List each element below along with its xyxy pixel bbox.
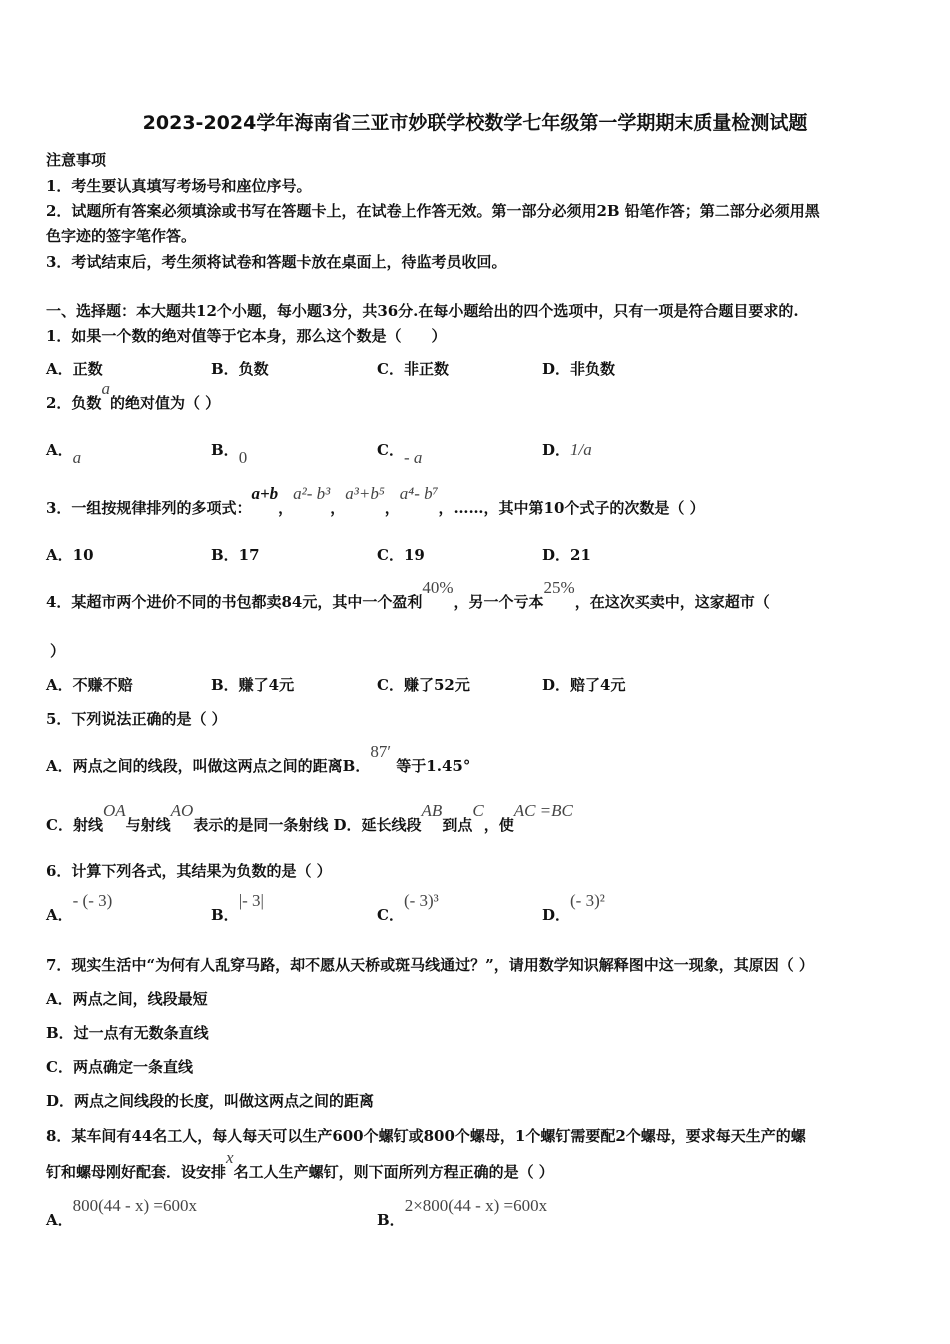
- option: A．不赚不赔: [46, 676, 133, 694]
- math: a³+b⁵: [345, 484, 385, 503]
- math: OA: [102, 801, 126, 820]
- math: 25%: [543, 578, 575, 597]
- option-label: A．: [46, 441, 73, 459]
- math: AC =BC: [513, 801, 573, 820]
- question-1: 1．如果一个数的绝对值等于它本身，那么这个数是（ ）: [46, 327, 447, 345]
- option: [542, 891, 605, 925]
- math: |- 3|: [238, 891, 264, 910]
- option-label: B．: [211, 441, 239, 459]
- option: D．21: [542, 546, 591, 564]
- question-6: 6．计算下列各式，其结果为负数的是（ ）: [46, 862, 332, 880]
- q2-text: 的绝对值为（ ）: [109, 394, 221, 412]
- math: a⁴- b⁷: [399, 484, 439, 503]
- option-text: ，使: [483, 816, 514, 834]
- option: B．赚了4元: [211, 676, 295, 694]
- math: 800(44 - x) =600x: [72, 1196, 197, 1215]
- q8-text: 名工人生产螺钉，则下面所列方程正确的是（ ）: [233, 1163, 554, 1181]
- question-2: [46, 379, 221, 413]
- option-label: B．: [377, 1211, 405, 1229]
- option: [377, 891, 439, 925]
- question-8: 8．某车间有44名工人，每人每天可以生产600个螺钉或800个螺母，1个螺钉需要配2个螺母，要求每天生产的螺: [46, 1127, 806, 1145]
- option: [46, 1196, 197, 1230]
- question-5: 5．下列说法正确的是（ ）: [46, 710, 227, 728]
- option: D．赔了4元: [542, 676, 626, 694]
- option: [46, 440, 82, 467]
- math: (- 3)²: [570, 891, 605, 910]
- option: [377, 1196, 548, 1230]
- question-3: 3．一组按规律排列的多项式：a+b，a²- b³，a³+b⁵，a⁴- b⁷，……，其中第10个式子的次数是（ ）: [46, 484, 705, 517]
- option: C．19: [377, 546, 425, 564]
- page-title: 2023-2024学年海南省三亚市妙联学校数学七年级第一学期期末质量检测试题: [142, 112, 808, 134]
- notice-item: 1．考生要认真填写考场号和座位序号。: [46, 177, 312, 195]
- question-7: 7．现实生活中“为何有人乱穿马路，却不愿从天桥或斑马线通过？”，请用数学知识解释图中这一现象，其原因（ ）: [46, 956, 814, 974]
- option-text: 等于1.45°: [396, 757, 471, 775]
- option-label: A．: [46, 906, 73, 924]
- option: [542, 440, 592, 460]
- option-text: 与射线: [125, 816, 171, 834]
- option: B．17: [211, 546, 260, 564]
- math: - (- 3): [72, 891, 113, 910]
- option: C．赚了52元: [377, 676, 470, 694]
- notice-item: 3．考试结束后，考生须将试卷和答题卡放在桌面上，待监考员收回。: [46, 253, 507, 271]
- q2-text: 2．负数: [46, 394, 102, 412]
- section-heading: 一、选择题：本大题共12个小题，每小题3分，共36分.在每小题给出的四个选项中，只有一项是符合题目要求的.: [46, 302, 799, 320]
- option-label: B．: [211, 906, 239, 924]
- question-4: [46, 578, 770, 612]
- option-label: D．: [542, 441, 571, 459]
- option: B．过一点有无数条直线: [46, 1024, 209, 1042]
- option-text: A．两点之间的线段，叫做这两点之间的距离B．: [46, 757, 371, 775]
- option: B．负数: [211, 360, 269, 378]
- option-label: D．: [542, 906, 571, 924]
- question-8-cont: [46, 1148, 554, 1182]
- math: 2×800(44 - x) =600x: [404, 1196, 548, 1215]
- option: C．两点确定一条直线: [46, 1058, 193, 1076]
- option: [46, 742, 471, 776]
- option: [46, 801, 573, 835]
- math: 87′: [370, 742, 392, 761]
- option-label: C．: [377, 441, 404, 459]
- q8-text: 钉和螺母刚好配套．设安排: [46, 1163, 227, 1181]
- math: 0: [238, 448, 248, 467]
- option: D．两点之间线段的长度，叫做这两点之间的距离: [46, 1092, 375, 1110]
- q3-text: ，……，其中第10个式子的次数是（ ）: [438, 499, 705, 517]
- q3-text: 3．一组按规律排列的多项式：: [46, 499, 252, 517]
- q4-text: ，另一个亏本: [453, 593, 544, 611]
- option: A．两点之间，线段最短: [46, 990, 208, 1008]
- option: A．正数: [46, 360, 103, 378]
- option: [211, 440, 248, 467]
- option: A．10: [46, 546, 94, 564]
- math: AO: [170, 801, 194, 820]
- math: x: [226, 1148, 234, 1167]
- notice-item: 2．试题所有答案必须填涂或书写在答题卡上，在试卷上作答无效。第一部分必须用2B 铅笔作答；第二部分必须用黑: [46, 202, 820, 220]
- math: AB: [421, 801, 443, 820]
- option-text: 表示的是同一条射线 D．延长线段: [193, 816, 422, 834]
- option: C．非正数: [377, 360, 449, 378]
- math: 1/a: [570, 440, 592, 459]
- option-label: C．: [377, 906, 404, 924]
- math: a: [72, 448, 82, 467]
- notice-item: 色字迹的签字笔作答。: [46, 227, 197, 245]
- q4-close: ）: [50, 642, 66, 660]
- math: a: [101, 379, 110, 398]
- option: D．非负数: [542, 360, 616, 378]
- math: a²- b³: [293, 484, 331, 503]
- math: a+b: [251, 484, 279, 503]
- math: - a: [403, 448, 423, 467]
- math: C: [472, 801, 484, 820]
- q4-text: 4．某超市两个进价不同的书包都卖84元，其中一个盈利: [46, 593, 423, 611]
- option-text: 到点: [442, 816, 473, 834]
- option: [46, 891, 113, 925]
- option: [377, 440, 423, 467]
- math: 40%: [422, 578, 454, 597]
- option: [211, 891, 264, 925]
- notice-heading: 注意事项: [46, 151, 107, 169]
- option-label: A．: [46, 1211, 73, 1229]
- q4-text: ，在这次买卖中，这家超市（: [574, 593, 770, 611]
- option-text: C．射线: [46, 816, 103, 834]
- math: (- 3)³: [403, 891, 439, 910]
